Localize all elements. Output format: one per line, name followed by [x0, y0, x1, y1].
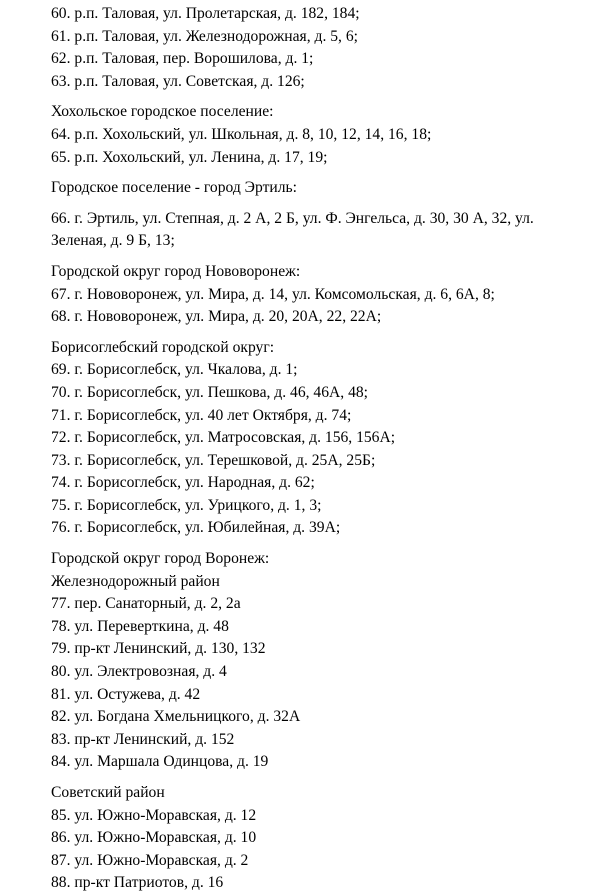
address-item-68: 68. г. Нововоронеж, ул. Мира, д. 20, 20А, 22, 22А; [51, 308, 382, 326]
address-item-63: 63. р.п. Таловая, ул. Советская, д. 126; [51, 72, 305, 90]
address-item-79: 79. пр-кт Ленинский, д. 130, 132 [51, 640, 266, 658]
address-item-71: 71. г. Борисоглебск, ул. 40 лет Октября, д. 74; [51, 406, 352, 424]
subsection-heading-sovetsky: Советский район [51, 784, 165, 801]
address-item-78: 78. ул. Переверткина, д. 48 [51, 617, 229, 635]
address-item-66-line-1: 66. г. Эртиль, ул. Степная, д. 2 А, 2 Б, ул. Ф. Энгельса, д. 30, 30 А, 32, ул. [51, 209, 534, 227]
address-item-72: 72. г. Борисоглебск, ул. Матросовская, д. 156, 156А; [51, 429, 396, 447]
section-heading-voronezh: Городской округ город Воронеж: [51, 550, 270, 568]
address-item-75: 75. г. Борисоглебск, ул. Урицкого, д. 1, 3; [51, 496, 322, 514]
address-item-67: 67. г. Нововоронеж, ул. Мира, д. 14, ул. Комсомольская, д. 6, 6А, 8; [51, 285, 495, 303]
section-gap [51, 774, 591, 782]
address-item-60: 60. р.п. Таловая, ул. Пролетарская, д. 182, 184; [51, 5, 360, 22]
address-item-74: 74. г. Борисоглебск, ул. Народная, д. 62; [51, 474, 315, 492]
section-heading-novovoronezh: Городской округ город Нововоронеж: [51, 262, 301, 280]
address-item-70: 70. г. Борисоглебск, ул. Пешкова, д. 46, 46А, 48; [51, 383, 369, 401]
address-item-69: 69. г. Борисоглебск, ул. Чкалова, д. 1; [51, 361, 298, 379]
address-item-73: 73. г. Борисоглебск, ул. Терешковой, д. 25А, 25Б; [51, 451, 376, 469]
address-item-77: 77. пер. Санаторный, д. 2, 2а [51, 595, 241, 613]
address-item-61: 61. р.п. Таловая, ул. Железнодорожная, д. 5, 6; [51, 27, 358, 45]
address-item-88: 88. пр-кт Патриотов, д. 16 [51, 874, 224, 892]
address-item-84: 84. ул. Маршала Одинцова, д. 19 [51, 753, 269, 771]
section-heading-ertil: Городское поселение - город Эртиль: [51, 179, 297, 197]
document-body [51, 3, 591, 895]
address-item-62: 62. р.п. Таловая, пер. Ворошилова, д. 1; [51, 50, 314, 68]
address-item-76: 76. г. Борисоглебск, ул. Юбилейная, д. 39А; [51, 519, 341, 537]
address-item-65: 65. р.п. Хохольский, ул. Ленина, д. 17, 19; [51, 148, 328, 166]
address-item-81: 81. ул. Остужева, д. 42 [51, 685, 201, 703]
section-gap [51, 169, 591, 177]
section-gap [51, 329, 591, 337]
section-heading-khokhol: Хохольское городское поселение: [51, 103, 274, 121]
address-item-85: 85. ул. Южно-Моравская, д. 12 [51, 806, 257, 824]
section-heading-borisoglebsk: Борисоглебский городской округ: [51, 338, 275, 356]
section-gap [51, 93, 591, 101]
address-item-86: 86. ул. Южно-Моравская, д. 10 [51, 829, 257, 847]
address-item-83: 83. пр-кт Ленинский, д. 152 [51, 730, 235, 748]
address-item-80: 80. ул. Электровозная, д. 4 [51, 663, 227, 681]
address-item-64: 64. р.п. Хохольский, ул. Школьная, д. 8, 10, 12, 14, 16, 18; [51, 125, 432, 143]
section-gap [51, 540, 591, 548]
section-gap [51, 253, 591, 261]
address-item-82: 82. ул. Богдана Хмельницкого, д. 32А [51, 708, 301, 726]
section-gap [51, 200, 591, 208]
address-item-87: 87. ул. Южно-Моравская, д. 2 [51, 851, 249, 869]
address-item-66-line-2: Зеленая, д. 9 Б, 13; [51, 232, 175, 250]
subsection-heading-zheleznodorozhny: Железнодорожный район [51, 572, 220, 590]
